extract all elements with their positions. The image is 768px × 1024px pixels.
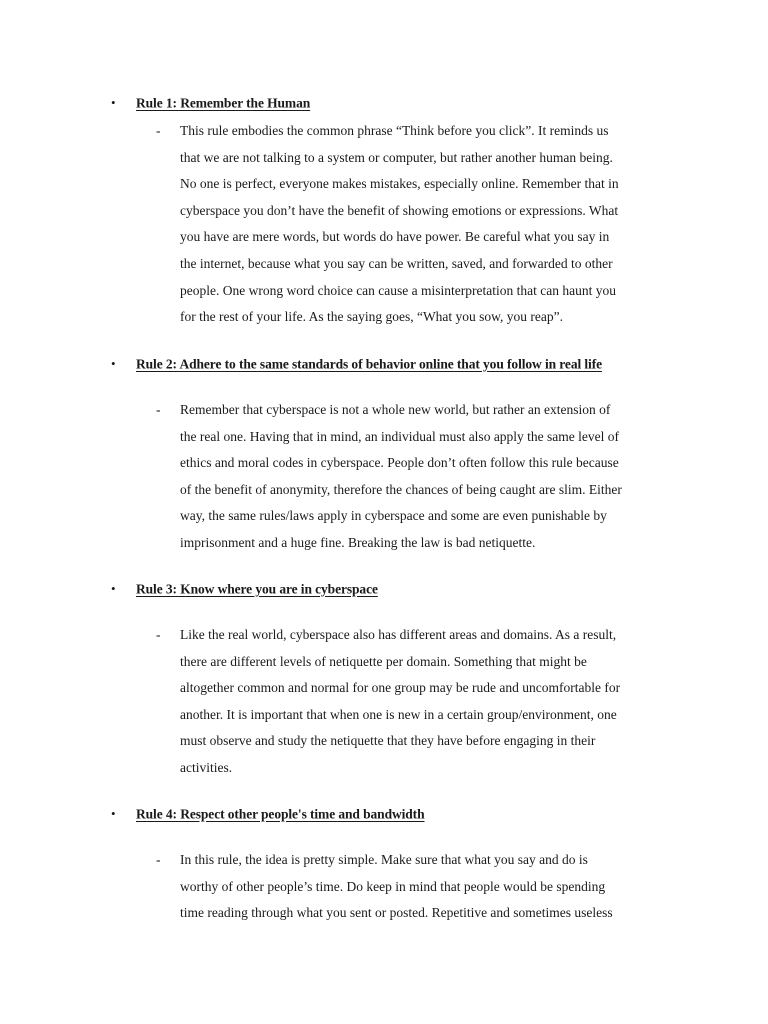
dash-marker: -	[156, 402, 161, 417]
rule-3-paragraph	[156, 622, 676, 782]
dash-marker: -	[156, 852, 161, 867]
bullet-icon: •	[111, 95, 116, 110]
paragraph-line: another. It is important that when one is new in a certain group/environment, one	[180, 706, 617, 722]
dash-marker: -	[156, 123, 161, 138]
paragraph-line: there are different levels of netiquette per domain. Something that might be	[180, 653, 587, 669]
paragraph-line: you have are mere words, but words do have power. Be careful what you say in	[180, 229, 610, 245]
paragraph-line: of the benefit of anonymity, therefore the chances of being caught are slim. Either	[180, 481, 622, 497]
paragraph-line: cyberspace you don’t have the benefit of showing emotions or expressions. What	[180, 202, 619, 218]
paragraph-line: the real one. Having that in mind, an individual must also apply the same level of	[180, 428, 620, 444]
bullet-icon: •	[111, 356, 116, 371]
rule-2-heading	[111, 356, 602, 373]
rule-4-heading	[111, 806, 425, 823]
rule-1-heading	[111, 95, 310, 112]
paragraph-line: that we are not talking to a system or computer, but rather another human being.	[180, 149, 613, 165]
paragraph-line: for the rest of your life. As the saying goes, “What you sow, you reap”.	[180, 309, 564, 325]
paragraph-line: imprisonment and a huge fine. Breaking the law is bad netiquette.	[180, 534, 536, 550]
paragraph-line: In this rule, the idea is pretty simple. Make sure that what you say and do is	[180, 852, 588, 867]
dash-marker: -	[156, 627, 161, 642]
paragraph-line: No one is perfect, everyone makes mistakes, especially online. Remember that in	[180, 176, 619, 192]
paragraph-line: Remember that cyberspace is not a whole new world, but rather an extension of	[180, 402, 611, 417]
paragraph-line: Like the real world, cyberspace also has different areas and domains. As a result,	[180, 627, 617, 642]
paragraph-line: people. One wrong word choice can cause a misinterpretation that can haunt you	[180, 282, 616, 298]
paragraph-line: must observe and study the netiquette that they have before engaging in their	[180, 733, 596, 749]
paragraph-line: activities.	[180, 759, 233, 775]
rule-4-title: Rule 4: Respect other people's time and bandwidth	[136, 806, 425, 822]
rule-2-title: Rule 2: Adhere to the same standards of behavior online that you follow in real life	[136, 356, 602, 372]
paragraph-line: the internet, because what you say can be written, saved, and forwarded to other	[180, 255, 613, 271]
rule-2-paragraph	[156, 397, 676, 557]
rule-3-heading	[111, 581, 378, 598]
paragraph-line: time reading through what you sent or posted. Repetitive and sometimes useless	[180, 905, 613, 921]
paragraph-line: This rule embodies the common phrase “Think before you click”. It reminds us	[180, 123, 609, 138]
paragraph-line: way, the same rules/laws apply in cyberspace and some are even punishable by	[180, 508, 607, 524]
paragraph-line: altogether common and normal for one group may be rude and uncomfortable for	[180, 680, 621, 696]
paragraph-line: ethics and moral codes in cyberspace. People don’t often follow this rule because	[180, 455, 619, 471]
rule-1-paragraph	[156, 118, 676, 331]
paragraph-line: worthy of other people’s time. Do keep in mind that people would be spending	[180, 878, 606, 894]
rule-4-paragraph	[156, 847, 676, 927]
rule-1-title: Rule 1: Remember the Human	[136, 95, 311, 111]
bullet-icon: •	[111, 806, 116, 821]
rule-3-title: Rule 3: Know where you are in cyberspace	[136, 581, 378, 597]
bullet-icon: •	[111, 581, 116, 596]
